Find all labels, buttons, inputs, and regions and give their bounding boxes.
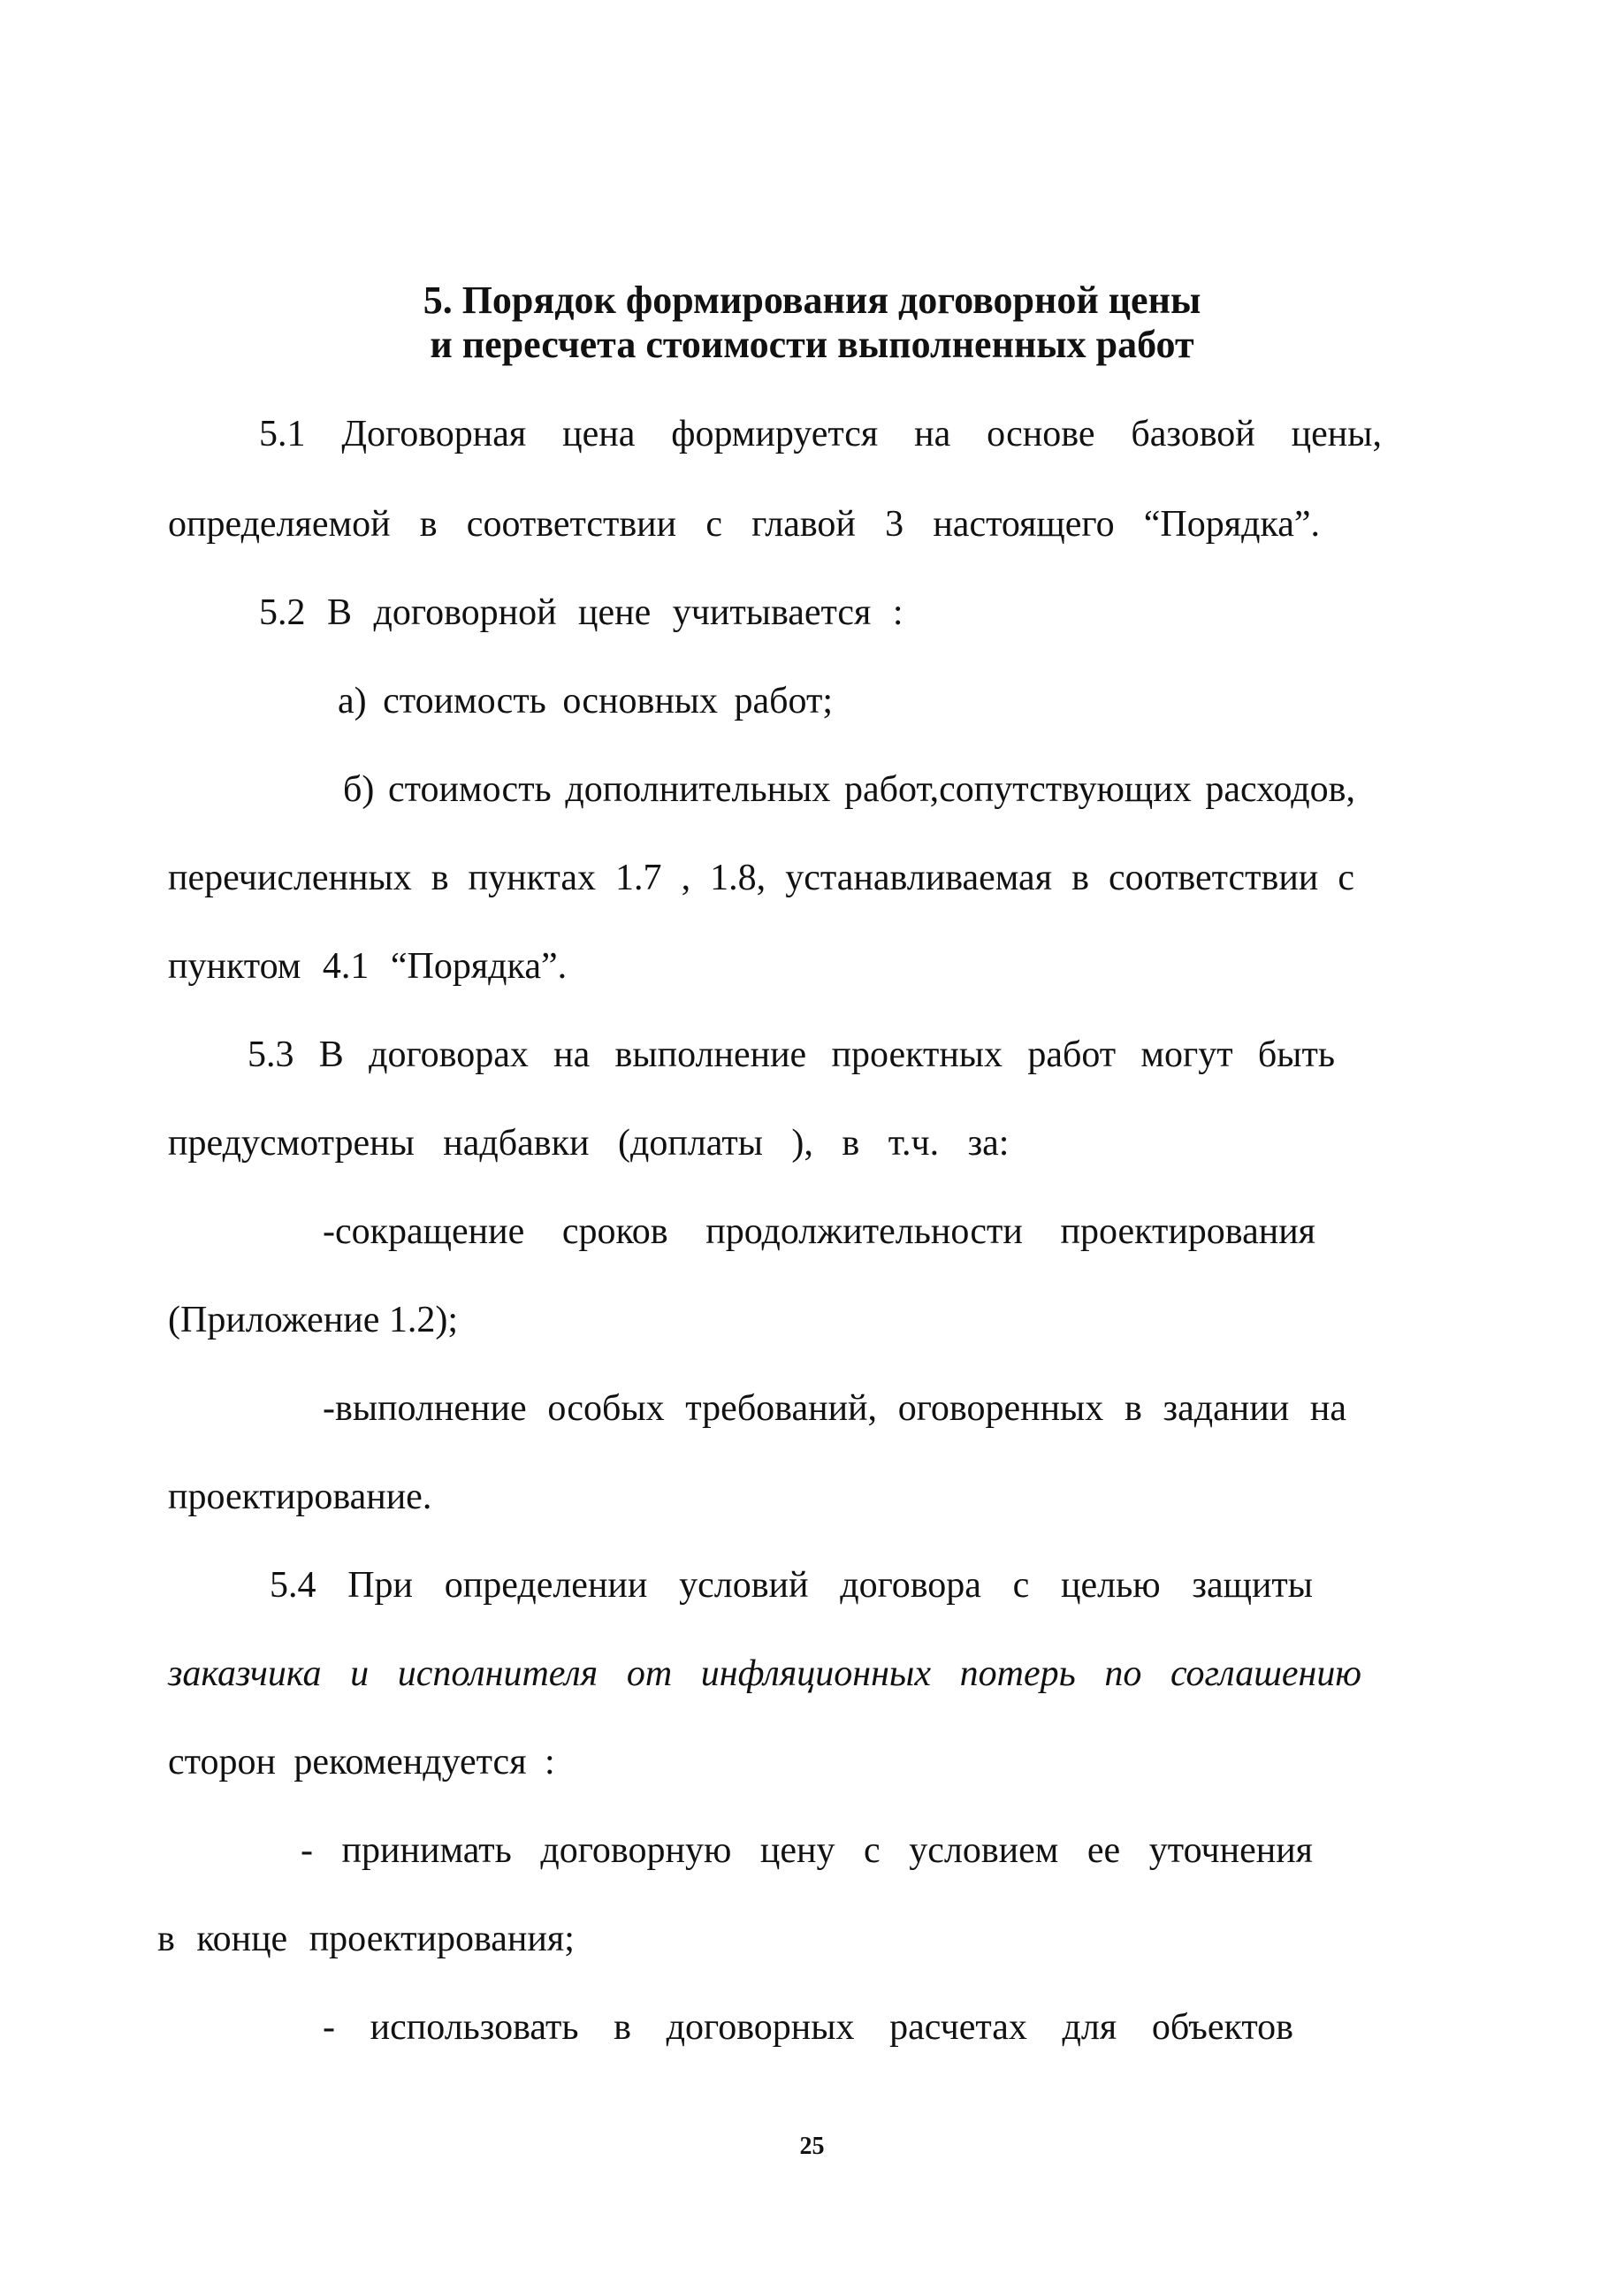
bullet-special-requirements: -выполнение особых требований, оговоренных в задании на	[323, 1388, 1346, 1429]
section-heading-line-1: 5. Порядок формирования договорной цены	[423, 279, 1201, 322]
paragraph-5-3-line-1: 5.3 В договорах на выполнение проектных работ могут быть	[248, 1034, 1335, 1075]
item-b-line-1: б) стоимость дополнительных работ,сопутствующих расходов,	[343, 769, 1355, 810]
bullet-accept-price: - принимать договорную цену с условием ее уточнения	[301, 1830, 1313, 1871]
page-number: 25	[799, 2133, 825, 2160]
bullet-shortening: -сокращение сроков продолжительности проектирования	[323, 1211, 1315, 1252]
paragraph-5-4-line-3: сторон рекомендуется :	[168, 1742, 555, 1782]
paragraph-5-1-line-1: 5.1 Договорная цена формируется на основе базовой цены,	[259, 414, 1382, 454]
item-a: а) стоимость основных работ;	[338, 681, 833, 721]
item-b-line-2: перечисленных в пунктах 1.7 , 1.8, устанавливаемая в соответствии с	[168, 858, 1354, 898]
section-heading-line-2: и пересчета стоимости выполненных работ	[430, 323, 1194, 366]
paragraph-5-4-line-2: заказчика и исполнителя от инфляционных потерь по соглашению	[168, 1653, 1361, 1694]
bullet-use-in-calculations: - использовать в договорных расчетах для объектов	[323, 2007, 1293, 2048]
paragraph-5-4-line-1: 5.4 При определении условий договора с целью защиты	[270, 1565, 1313, 1606]
bullet-shortening-cont: (Приложение 1.2);	[168, 1300, 459, 1340]
paragraph-5-1-line-2: определяемой в соответствии с главой 3 настоящего “Порядка”.	[168, 504, 1320, 545]
bullet-accept-price-cont: в конце проектирования;	[157, 1919, 575, 1959]
paragraph-5-3-line-2: предусмотрены надбавки (доплаты ), в т.ч. за:	[168, 1123, 1010, 1164]
paragraph-5-2: 5.2 В договорной цене учитывается :	[259, 592, 903, 633]
bullet-special-requirements-cont: проектирование.	[168, 1477, 432, 1517]
item-b-line-3: пунктом 4.1 “Порядка”.	[168, 946, 568, 987]
